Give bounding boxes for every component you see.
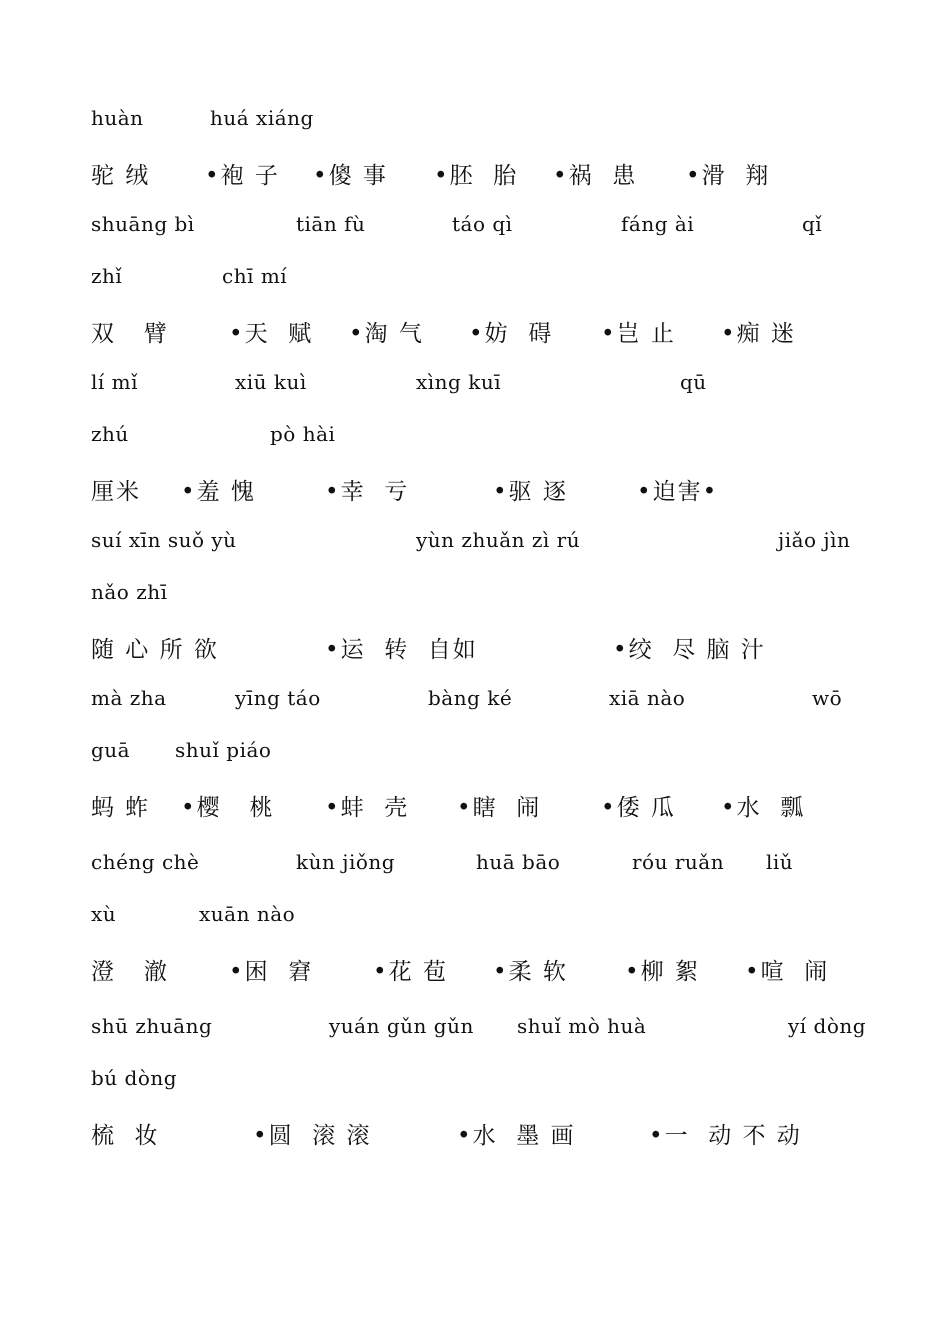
hanzi-word: •妨 碍 (469, 321, 554, 347)
pinyin-line (0, 902, 950, 942)
hanzi-word: •樱 桃 (181, 795, 275, 821)
pinyin-line (0, 1014, 950, 1054)
hanzi-word: •喧 闹 (745, 959, 830, 985)
pinyin-text: shuǐ piáo (175, 738, 272, 762)
hanzi-word: •胚 胎 (434, 163, 519, 189)
pinyin-text: qǐ (802, 212, 823, 236)
pinyin-text: yí dòng (788, 1014, 867, 1038)
hanzi-word: •水 瓢 (721, 795, 806, 821)
pinyin-line (0, 422, 950, 462)
pinyin-text: zhú (91, 422, 129, 446)
hanzi-line (0, 157, 950, 197)
hanzi-word: •幸 亏 (325, 479, 410, 505)
pinyin-text: guā (91, 738, 131, 762)
hanzi-word: •痴 迷 (721, 321, 796, 347)
pinyin-text: xuān nào (199, 902, 296, 926)
pinyin-text: yuán gǔn gǔn (329, 1014, 474, 1038)
pinyin-text: tiān fù (296, 212, 366, 236)
pinyin-line (0, 212, 950, 252)
pinyin-text: chéng chè (91, 850, 200, 874)
pinyin-text: lí mǐ (91, 370, 139, 394)
pinyin-line (0, 686, 950, 726)
pinyin-text: shuāng bì (91, 212, 195, 236)
hanzi-word: 驼 绒 (91, 163, 151, 189)
hanzi-word: 梳 妆 (91, 1123, 160, 1149)
pinyin-text: wō (812, 686, 843, 710)
pinyin-text: pò hài (270, 422, 336, 446)
hanzi-word: •岂 止 (601, 321, 676, 347)
pinyin-text: zhǐ (91, 264, 123, 288)
hanzi-word: •蚌 壳 (325, 795, 410, 821)
hanzi-word: •绞 尽 脑 汁 (613, 637, 766, 663)
hanzi-word: •天 赋 (229, 321, 314, 347)
pinyin-text: xù (91, 902, 117, 926)
pinyin-text: liǔ (766, 850, 794, 874)
hanzi-word: •运 转 自如 (325, 637, 478, 663)
hanzi-word: 双 臂 (91, 321, 169, 347)
pinyin-line (0, 528, 950, 568)
hanzi-word: •傻 事 (313, 163, 388, 189)
hanzi-word: 蚂 蚱 (91, 795, 151, 821)
hanzi-word: •困 窘 (229, 959, 314, 985)
pinyin-line (0, 1066, 950, 1106)
pinyin-text: mà zha (91, 686, 167, 710)
pinyin-text: yùn zhuǎn zì rú (416, 528, 581, 552)
hanzi-word: •瞎 闹 (457, 795, 542, 821)
hanzi-word: •柳 絮 (625, 959, 700, 985)
pinyin-text: shuǐ mò huà (517, 1014, 647, 1038)
pinyin-text: xiū kuì (235, 370, 307, 394)
hanzi-word: •圆 滚 滚 (253, 1123, 372, 1149)
pinyin-text: huā bāo (476, 850, 561, 874)
pinyin-line (0, 850, 950, 890)
hanzi-word: 随 心 所 欲 (91, 637, 219, 663)
hanzi-word: 厘米 (91, 479, 141, 505)
pinyin-line (0, 370, 950, 410)
pinyin-text: chī mí (222, 264, 288, 288)
hanzi-line (0, 1117, 950, 1157)
pinyin-text: qū (680, 370, 707, 394)
pinyin-line (0, 106, 950, 146)
pinyin-line (0, 264, 950, 304)
hanzi-word: 澄 澈 (91, 959, 169, 985)
pinyin-text: nǎo zhī (91, 580, 168, 604)
pinyin-line (0, 580, 950, 620)
hanzi-line (0, 631, 950, 671)
pinyin-text: táo qì (452, 212, 513, 236)
pinyin-text: shū zhuāng (91, 1014, 213, 1038)
pinyin-text: bàng ké (428, 686, 513, 710)
hanzi-word: •袍 子 (205, 163, 280, 189)
hanzi-word: •迫害• (637, 479, 719, 505)
hanzi-word: •水 墨 画 (457, 1123, 576, 1149)
pinyin-text: yīng táo (235, 686, 321, 710)
hanzi-word: •柔 软 (493, 959, 568, 985)
pinyin-text: jiǎo jìn (778, 528, 851, 552)
hanzi-word: •淘 气 (349, 321, 424, 347)
pinyin-text: xìng kuī (416, 370, 502, 394)
hanzi-word: •倭 瓜 (601, 795, 676, 821)
hanzi-word: •羞 愧 (181, 479, 256, 505)
hanzi-word: •一 动 不 动 (649, 1123, 802, 1149)
hanzi-line (0, 953, 950, 993)
hanzi-line (0, 473, 950, 513)
hanzi-word: •滑 翔 (686, 163, 771, 189)
hanzi-word: •祸 患 (553, 163, 638, 189)
pinyin-text: xiā nào (609, 686, 686, 710)
hanzi-line (0, 789, 950, 829)
pinyin-text: huàn (91, 106, 144, 130)
pinyin-text: suí xīn suǒ yù (91, 528, 237, 552)
pinyin-text: huá xiáng (210, 106, 314, 130)
pinyin-text: kùn jiǒng (296, 850, 396, 874)
hanzi-word: •驱 逐 (493, 479, 568, 505)
hanzi-line (0, 315, 950, 355)
pinyin-text: fáng ài (621, 212, 695, 236)
pinyin-text: bú dòng (91, 1066, 178, 1090)
pinyin-line (0, 738, 950, 778)
hanzi-word: •花 苞 (373, 959, 448, 985)
pinyin-text: róu ruǎn (632, 850, 725, 874)
